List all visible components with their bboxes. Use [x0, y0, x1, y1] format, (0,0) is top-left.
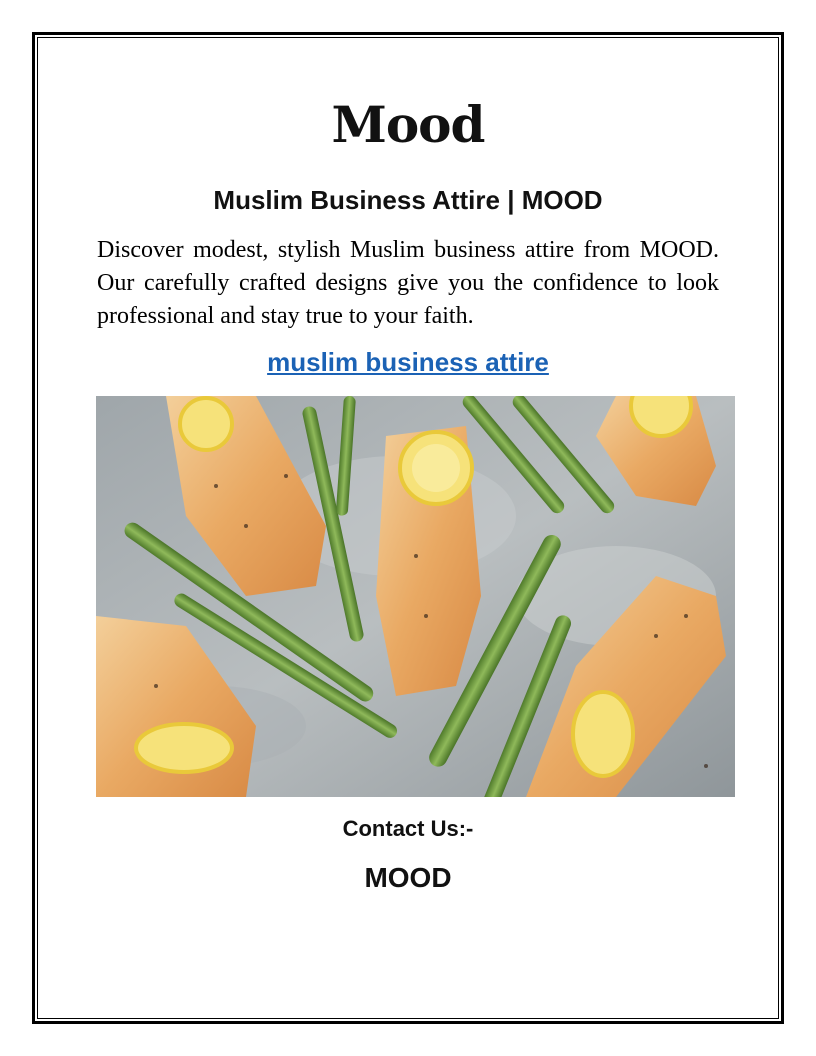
contact-heading: Contact Us:- — [342, 816, 474, 841]
brand-logo: Mood — [331, 95, 485, 154]
muslim-business-attire-link[interactable]: muslim business attire — [267, 347, 549, 377]
page-title: Muslim Business Attire | MOOD — [213, 185, 603, 215]
company-name: MOOD — [364, 862, 452, 893]
salmon-asparagus-image — [96, 396, 735, 797]
product-photo — [96, 396, 735, 797]
product-link-container — [0, 347, 816, 378]
intro-paragraph: Discover modest, stylish Muslim business attire from MOOD. Our carefully crafted designs give you the confidence to look professional and stay true to your faith. — [97, 237, 719, 329]
